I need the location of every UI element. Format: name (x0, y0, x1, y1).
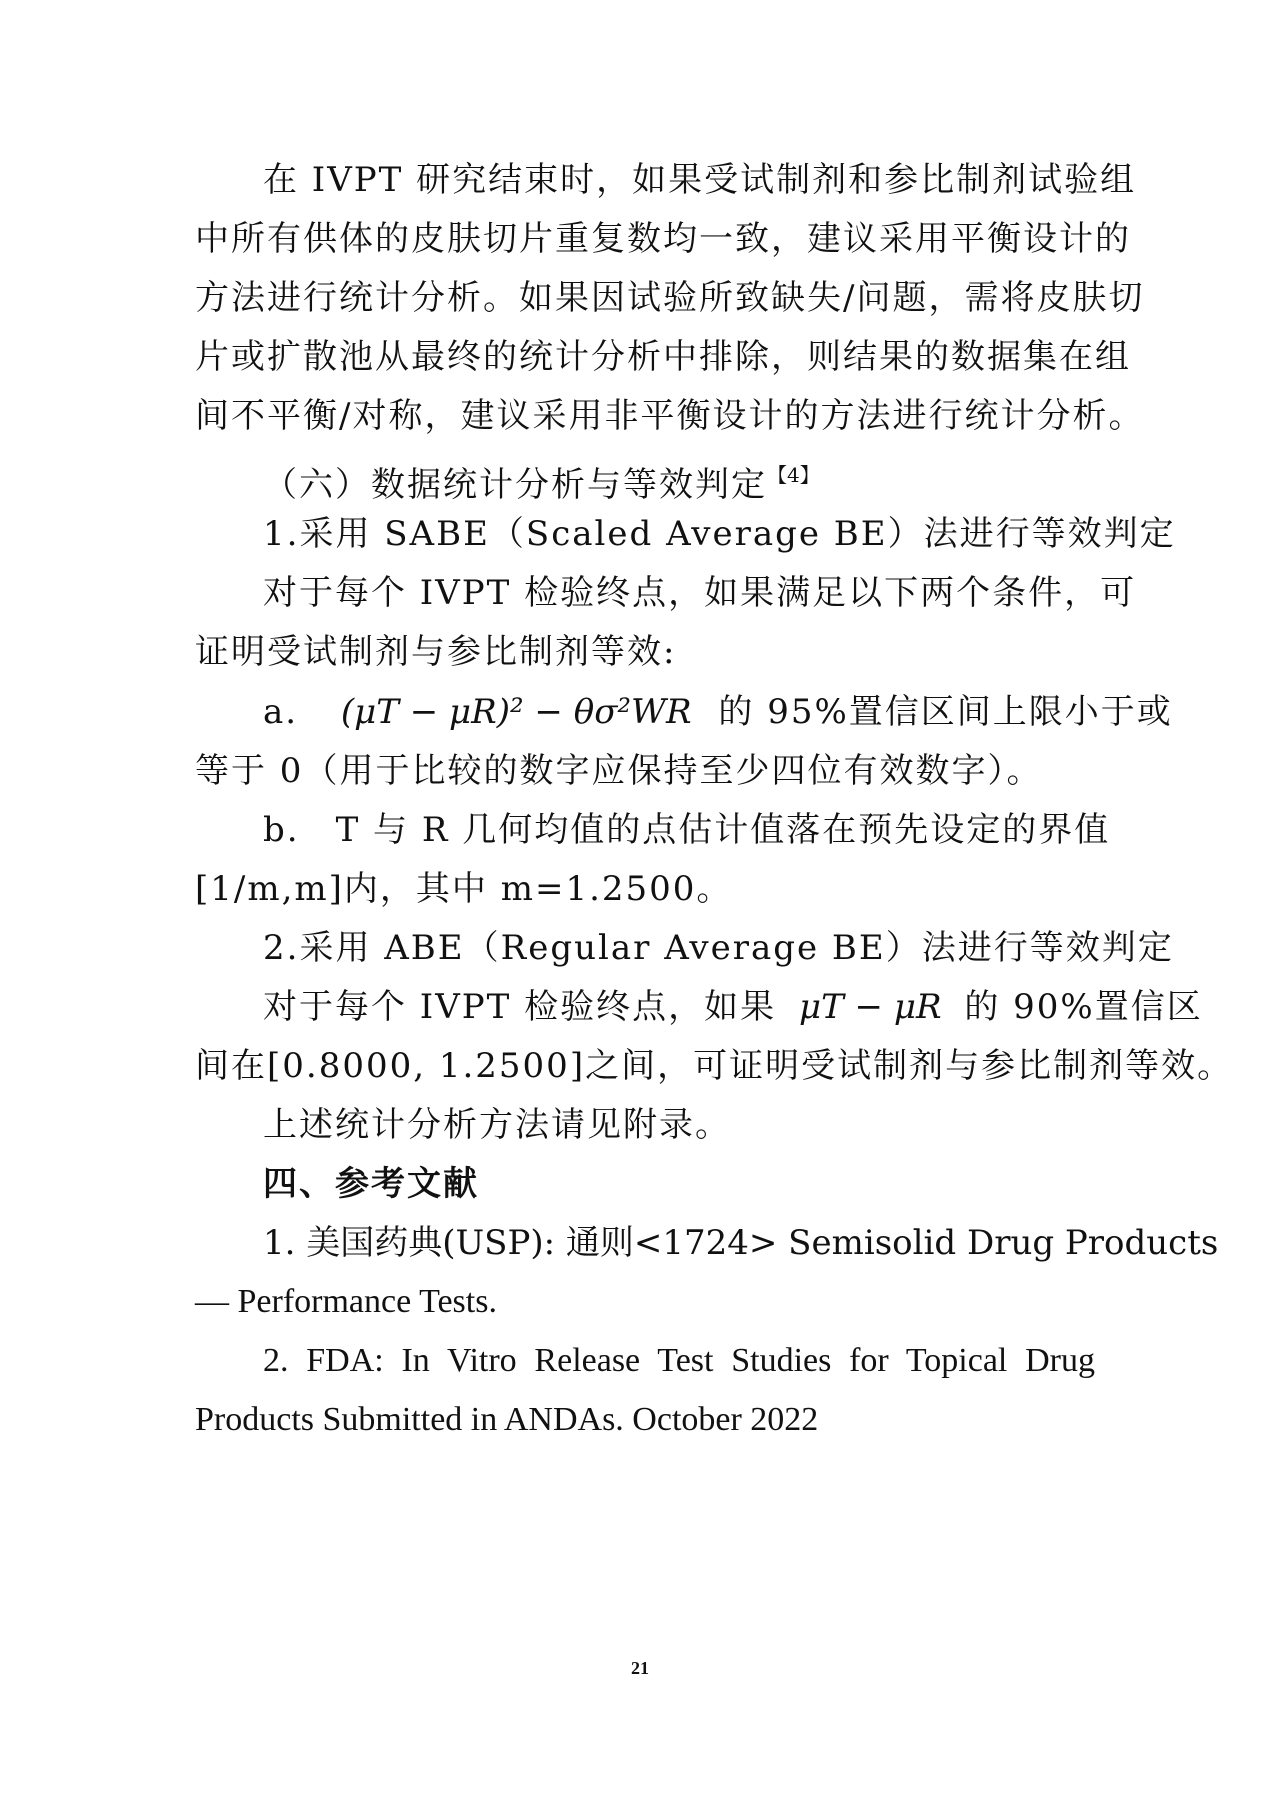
abe-formula: μT − μR (798, 987, 942, 1027)
reference-item-cont: Products Submitted in ANDAs. October 2022 (195, 1401, 819, 1438)
section-heading-text: （六）数据统计分析与等效判定 (263, 465, 767, 505)
paragraph-line: 等于 0（用于比较的数字应保持至少四位有效数字）。 (195, 751, 1043, 791)
paragraph-line: 间在[0.8000, 1.2500]之间，可证明受试制剂与参比制剂等效。 (195, 1046, 1234, 1086)
paragraph-line: 片或扩散池从最终的统计分析中排除，则结果的数据集在组 (195, 337, 1131, 377)
abe-criterion-line (263, 983, 1203, 1031)
references-heading: 四、参考文献 (263, 1164, 479, 1204)
section-heading (263, 451, 1095, 509)
paragraph-line: 方法进行统计分析。如果因试验所致缺失/问题，需将皮肤切 (195, 278, 1145, 318)
reference-mark: 【4】 (767, 463, 820, 487)
condition-a-label: a. (263, 692, 299, 732)
paragraph-line: 中所有供体的皮肤切片重复数均一致，建议采用平衡设计的 (195, 219, 1131, 259)
condition-b: b. T 与 R 几何均值的点估计值落在预先设定的界值 (263, 810, 1111, 850)
paragraph-line: 对于每个 IVPT 检验终点，如果满足以下两个条件，可 (263, 573, 1137, 613)
reference-item: 2. FDA: In Vitro Release Test Studies for Topical Drug (263, 1342, 1095, 1379)
paragraph-line: 间不平衡/对称，建议采用非平衡设计的方法进行统计分析。 (195, 396, 1145, 436)
abe-text-pre: 对于每个 IVPT 检验终点，如果 (263, 987, 777, 1027)
subsection-heading: 2.采用 ABE（Regular Average BE）法进行等效判定 (263, 928, 1174, 968)
condition-a-text: 的 95%置信区间上限小于或 (718, 692, 1173, 732)
reference-item-cont: — Performance Tests. (195, 1283, 497, 1320)
paragraph-line: 证明受试制剂与参比制剂等效: (195, 632, 677, 672)
reference-item: 1. 美国药典(USP): 通则<1724> Semisolid Drug Products (263, 1223, 1219, 1263)
paragraph-line: 上述统计分析方法请见附录。 (263, 1105, 731, 1145)
subsection-heading: 1.采用 SABE（Scaled Average BE）法进行等效判定 (263, 514, 1176, 554)
paragraph-line: [1/m,m]内，其中 m=1.2500。 (195, 869, 733, 909)
abe-text-post: 的 90%置信区 (964, 987, 1203, 1027)
sabe-formula: (μT − μR)² − θσ²WR (340, 692, 692, 732)
condition-a (263, 688, 1173, 736)
page-number: 21 (631, 1658, 649, 1678)
paragraph-line: 在 IVPT 研究结束时，如果受试制剂和参比制剂试验组 (263, 160, 1137, 200)
